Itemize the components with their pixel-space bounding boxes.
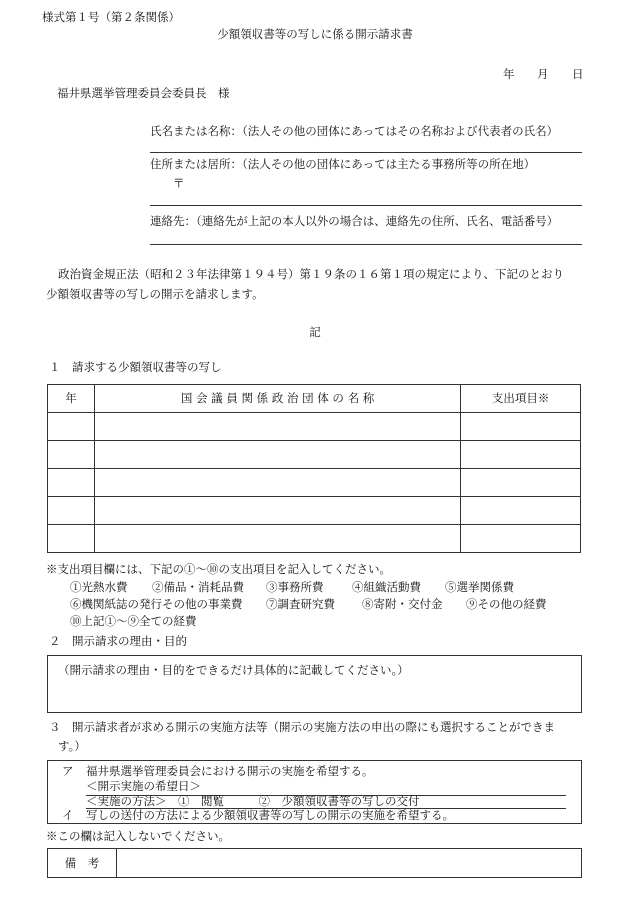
addressee: 福井県選挙管理委員会委員長 様 [57,86,230,100]
table-row [48,469,581,497]
section3-heading-line-2: す。） [58,739,86,753]
table-cell[interactable] [94,469,460,497]
address-field-line[interactable] [150,205,582,206]
remarks-field [117,849,581,877]
remarks-box [47,848,582,878]
hope-date-label: ＜開示実施の希望日＞ [86,779,201,793]
option-a-marker[interactable]: ア [62,764,74,778]
section1-heading: １ 請求する少額領収書等の写し [49,360,222,374]
date-month-label: 月 [537,67,549,81]
method-options: ＜実施の方法＞ ① 閲覧 ② 少額領収書等の写しの交付 [86,794,420,808]
table-cell[interactable] [48,469,95,497]
expense-note: ※支出項目欄には、下記の①～⑩の支出項目を記入してください。 [46,562,391,576]
name-field-line[interactable] [150,152,582,153]
option-i-marker[interactable]: イ [62,808,74,822]
name-field-label: 氏名または名称：（法人その他の団体にあってはその名称および代表者の氏名） [150,124,559,138]
contact-field-label: 連絡先：（連絡先が上記の本人以外の場合は、連絡先の住所、氏名、電話番号） [150,214,559,228]
table-cell[interactable] [461,413,581,441]
expense-item: ⑧寄附・交付金 [362,597,443,611]
form-number: 様式第１号（第２条関係） [42,10,180,24]
table-cell[interactable] [48,413,95,441]
table-header-year: 年 [48,385,95,413]
address-field-label: 住所または居所：（法人その他の団体にあっては主たる事務所等の所在地） [150,157,536,171]
ki-heading: 記 [309,325,321,339]
table-cell[interactable] [48,441,95,469]
table-cell[interactable] [461,469,581,497]
table-header-expense-item: 支出項目※ [461,385,581,413]
table-row [48,413,581,441]
table-cell[interactable] [461,441,581,469]
section2-heading: ２ 開示請求の理由・目的 [49,634,187,648]
table-cell[interactable] [461,525,581,553]
table-cell[interactable] [94,413,460,441]
table-cell[interactable] [94,525,460,553]
method-box [47,760,582,824]
expense-item: ②備品・消耗品費 [152,580,244,594]
date-year-label: 年 [503,67,515,81]
intro-line-2: 少額領収書等の写しの開示を請求します。 [46,287,264,301]
page-title: 少額領収書等の写しに係る開示請求書 [217,27,413,41]
table-cell[interactable] [48,525,95,553]
reason-box[interactable] [47,655,582,713]
contact-field-line[interactable] [150,244,582,245]
table-cell[interactable] [94,441,460,469]
reason-placeholder: （開示請求の理由・目的をできるだけ具体的に記載してください。） [58,663,409,677]
table-row [48,525,581,553]
option-a-text: 福井県選挙管理委員会における開示の実施を希望する。 [86,764,374,778]
option-i-text: 写しの送付の方法による少額領収書等の写しの開示の実施を希望する。 [86,808,454,822]
expense-item: ⑩上記①～⑨全ての経費 [70,614,197,628]
expense-item: ①光熱水費 [70,580,128,594]
table-cell[interactable] [461,497,581,525]
section3-heading-line-1: ３ 開示請求者が求める開示の実施方法等（開示の実施方法の申出の際にも選択することができま [49,720,555,734]
intro-line-1: 政治資金規正法（昭和２３年法律第１９４号）第１９条の１６第１項の規定により、下記のとおり [58,267,564,281]
table-header-row [48,385,581,413]
expense-item: ⑥機関紙誌の発行その他の事業費 [70,597,243,611]
table-row [48,497,581,525]
table-cell[interactable] [94,497,460,525]
remarks-label: 備 考 [64,856,100,870]
footer-note: ※この欄は記入しないでください。 [46,829,230,843]
table-row [48,441,581,469]
table-header-group-name: 国 会 議 員 関 係 政 治 団 体 の 名 称 [94,385,460,413]
table-cell[interactable] [48,497,95,525]
expense-item: ⑦調査研究費 [266,597,335,611]
expense-item: ③事務所費 [266,580,324,594]
date-day-label: 日 [572,67,584,81]
postal-mark: 〒 [173,176,185,190]
request-table [47,384,581,553]
expense-item: ⑤選挙関係費 [445,580,514,594]
expense-item: ⑨その他の経費 [466,597,547,611]
expense-item: ④組織活動費 [352,580,421,594]
